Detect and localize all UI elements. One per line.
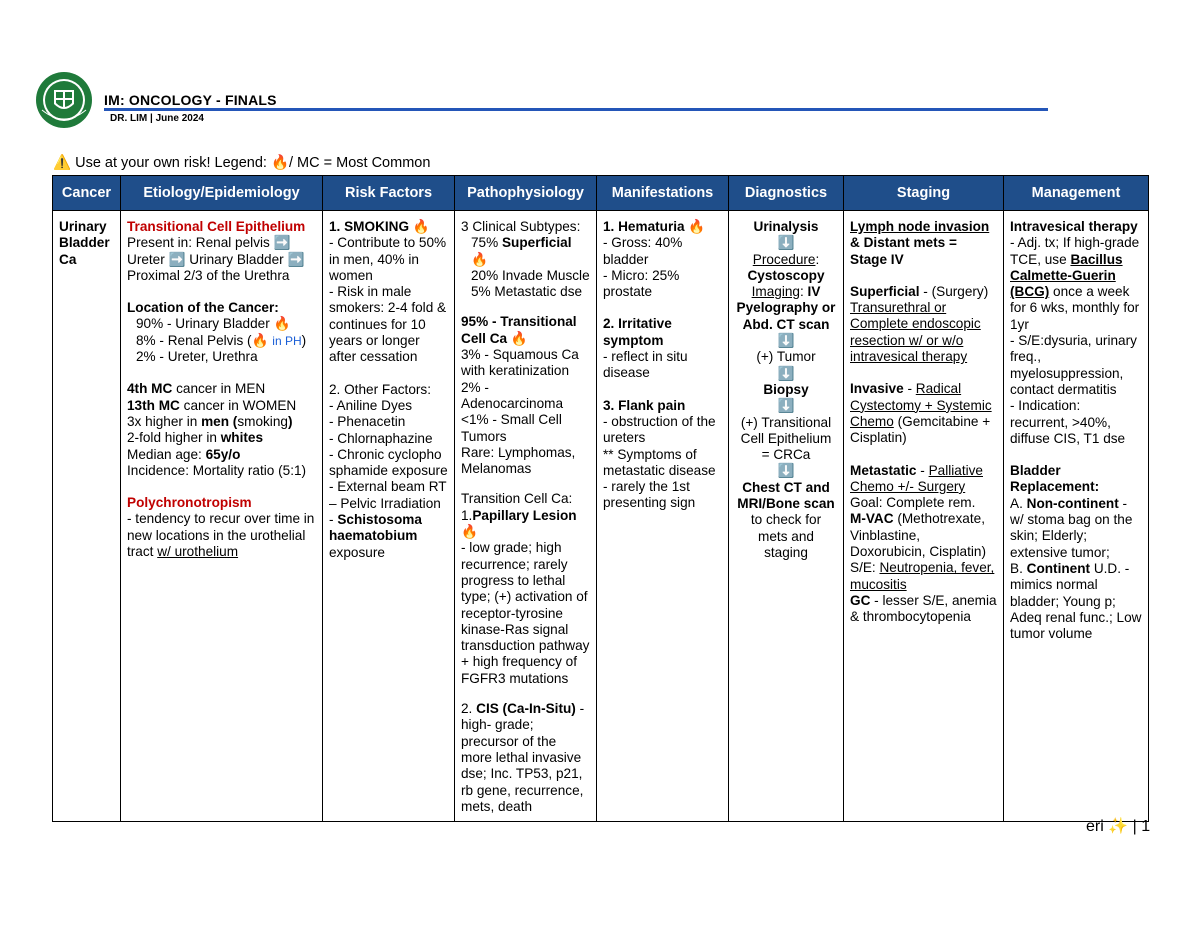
manifestation-heading: 3. Flank pain: [603, 397, 686, 413]
stat-line: Median age: 65y/o: [127, 446, 241, 462]
risk-item: - Chronic cyclophosphamide exposure: [329, 446, 448, 479]
risk-item: - Risk in male smokers: 2-4 fold & continues for 10 years or longer after cessation: [329, 284, 447, 365]
cell-pathophysiology: [455, 211, 597, 822]
cell-risk-factors: [323, 211, 455, 822]
papillary-desc: - low grade; high recurrence; rarely progress to lethal type; (+) activation of receptor-tyrosine kinase-Ras signal transduction pathway + high frequency of FGFR3 mutations: [461, 540, 590, 686]
document-subtitle: DR. LIM | June 2024: [110, 113, 204, 124]
subtypes-heading: 3 Clinical Subtypes:: [461, 219, 581, 234]
arrow-down-icon: ⬇️: [777, 333, 795, 350]
manifestation-heading: 1. Hematuria 🔥: [603, 219, 706, 234]
staging-item: Metastatic - Palliative Chemo +/- Surgery: [850, 462, 983, 494]
manifestation-heading: 2. Irritative symptom: [603, 316, 672, 348]
subtype-item: 5% Metastatic dse: [471, 284, 583, 300]
risk-item: - Phenacetin: [329, 414, 406, 430]
transition-cell-heading: Transition Cell Ca:: [461, 491, 573, 507]
staging-item: Superficial - (Surgery) Transurethral or Complete endoscopic resection w/ or w/o intravesical therapy: [850, 283, 989, 365]
table-row: [53, 211, 1149, 822]
staging-item: S/E: Neutropenia, fever, mucositis: [850, 560, 995, 592]
diag-step: Chest CT and MRI/Bone scan to check for mets and staging: [737, 479, 835, 560]
staging-item: Invasive - Radical Cystectomy + Systemic Chemo (Gemcitabine + Cisplatin): [850, 381, 992, 446]
tcc-heading: 95% - Transitional Cell Ca 🔥: [461, 314, 577, 346]
risk-item: - Chlornaphazine: [329, 430, 433, 446]
col-header-pathophysiology: Pathophysiology: [455, 176, 597, 211]
stat-line: 13th MC cancer in WOMEN: [127, 397, 297, 413]
cell-manifestations: [597, 211, 729, 822]
histology-item: 2% - Adenocarcinoma: [461, 379, 564, 411]
management-item: Intravesical therapy - Adj. tx; If high-grade TCE, use Bacillus Calmette-Guerin (BCG) once a week for 6 wks, monthly for 1yr: [1010, 219, 1140, 332]
col-header-etiology: Etiology/Epidemiology: [121, 176, 323, 211]
page-footer: eri ✨ | 1: [1086, 818, 1151, 835]
other-factors-heading: 2. Other Factors:: [329, 381, 431, 397]
arrow-down-icon: ⬇️: [777, 235, 795, 252]
cell-diagnostics: [729, 211, 844, 822]
stat-line: 2-fold higher in whites: [127, 430, 264, 446]
oncology-table: [52, 175, 1149, 822]
papillary-lesion: 1.Papillary Lesion 🔥: [461, 507, 577, 540]
polychronotropism-heading: Polychronotropism: [127, 495, 252, 511]
risk-item: - External beam RT – Pelvic Irradiation: [329, 479, 447, 511]
manifestation-item: - Micro: 25% prostate: [603, 267, 680, 300]
smoking-heading: 1. SMOKING 🔥: [329, 219, 430, 234]
histology-item: <1% - Small Cell Tumors: [461, 412, 562, 444]
stat-line: Incidence: Mortality ratio (5:1): [127, 462, 307, 478]
staging-item: M-VAC (Methotrexate, Vinblastine, Doxorubicin, Cisplatin): [850, 511, 986, 560]
table-header-row: [53, 176, 1149, 211]
col-header-management: Management: [1004, 176, 1149, 211]
manifestation-item: - reflect in situ disease: [603, 349, 688, 381]
risk-item: - Contribute to 50% in men, 40% in women: [329, 235, 447, 283]
stat-line: 4th MC cancer in MEN: [127, 381, 266, 397]
diag-step: Biopsy: [763, 381, 809, 397]
location-item: 90% - Urinary Bladder 🔥: [136, 316, 291, 332]
staging-item: Goal: Complete rem.: [850, 495, 976, 511]
diag-step: Procedure:: [752, 251, 820, 267]
management-item: - S/E:dysuria, urinary freq., myelosuppression, contact dermatitis: [1010, 333, 1137, 397]
warning-icon: ⚠️: [53, 155, 72, 171]
histology-item: 3% - Squamous Ca with keratinization: [461, 347, 579, 379]
management-item: B. Continent U.D. - mimics normal bladder; Young p; Adeq renal func.; Low tumor volume: [1010, 560, 1142, 642]
diag-step: (+) Tumor: [756, 349, 816, 365]
col-header-manifestations: Manifestations: [597, 176, 729, 211]
risk-item: - Aniline Dyes: [329, 397, 413, 413]
risk-item: - Schistosoma haematobium exposure: [329, 512, 422, 560]
diag-step: Imaging: IV Pyelography or Abd. CT scan: [736, 284, 836, 332]
cell-cancer: [53, 211, 121, 822]
management-item: A. Non-continent - w/ stoma bag on the skin; Elderly; extensive tumor;: [1010, 495, 1133, 560]
arrow-down-icon: ⬇️: [777, 365, 795, 382]
cancer-name: Urinary Bladder Ca: [59, 219, 110, 267]
manifestation-item: - Gross: 40% bladder: [603, 235, 683, 267]
col-header-cancer: Cancer: [53, 176, 121, 211]
cell-management: [1004, 211, 1149, 822]
col-header-risk-factors: Risk Factors: [323, 176, 455, 211]
stat-line: 3x higher in men (smoking): [127, 413, 293, 429]
diag-step: (+) Transitional Cell Epithelium = CRCa: [740, 414, 832, 463]
manifestation-item: ** Symptoms of metastatic disease: [603, 446, 716, 478]
document-title: IM: ONCOLOGY - FINALS: [104, 92, 277, 108]
polychronotropism-desc: - tendency to recur over time in new locations in the urothelial tract w/ urothelium: [127, 511, 315, 560]
manifestation-item: - rarely the 1st presenting sign: [603, 479, 696, 511]
location-item: 8% - Renal Pelvis (🔥 in PH): [136, 332, 307, 348]
location-item: 2% - Ureter, Urethra: [136, 349, 258, 365]
cis-desc: 2. CIS (Ca-In-Situ) - high- grade; precursor of the more lethal invasive dse; Inc. TP53, p21, rb gene, recurrence, mets, death: [461, 701, 585, 814]
staging-item: GC - lesser S/E, anemia & thrombocytopenia: [850, 592, 997, 625]
arrow-down-icon: ⬇️: [777, 398, 795, 415]
legend-line: [53, 154, 430, 171]
subtype-item: 75% Superficial 🔥: [471, 235, 572, 267]
diag-step: Cystoscopy: [747, 267, 825, 283]
col-header-diagnostics: Diagnostics: [729, 176, 844, 211]
bladder-replacement-heading: Bladder Replacement:: [1010, 463, 1100, 495]
histology-item: Rare: Lymphomas, Melanomas: [461, 444, 576, 477]
title-underline: [104, 108, 1048, 111]
arrow-down-icon: ⬇️: [777, 463, 795, 480]
etiology-heading: Transitional Cell Epithelium: [127, 219, 306, 234]
staging-item: Lymph node invasion & Distant mets = Stage IV: [850, 219, 990, 267]
subtype-item: 20% Invade Muscle: [471, 267, 590, 283]
cell-etiology: [121, 211, 323, 822]
location-heading: Location of the Cancer:: [127, 300, 279, 316]
school-seal-logo: [34, 70, 94, 130]
diag-step: Urinalysis: [753, 219, 819, 234]
legend-text: Use at your own risk! Legend: 🔥/ MC = Most Common: [75, 155, 431, 171]
etiology-present-in: Present in: Renal pelvis ➡️ Ureter ➡️ Urinary Bladder ➡️ Proximal 2/3 of the Urethra: [127, 235, 305, 283]
manifestation-item: - obstruction of the ureters: [603, 413, 716, 446]
col-header-staging: Staging: [844, 176, 1004, 211]
management-item: - Indication: recurrent, >40%, diffuse CIS, T1 dse: [1010, 398, 1126, 446]
cell-staging: [844, 211, 1004, 822]
